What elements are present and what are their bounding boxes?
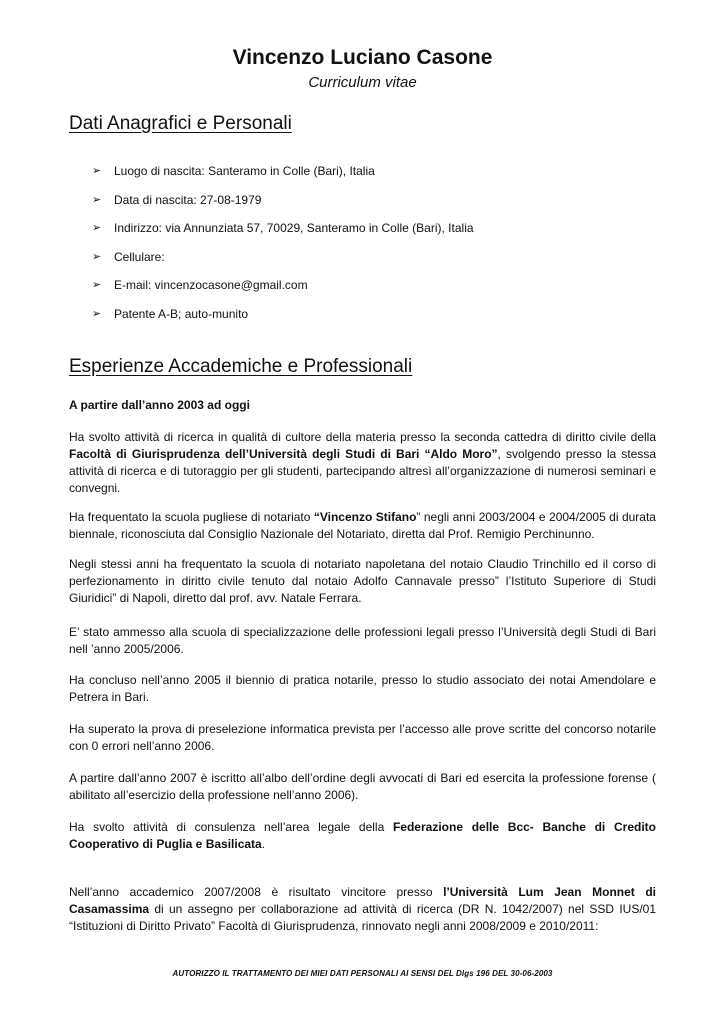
text-run-bold: l’Università Lum Jean Monnet di Casamassima xyxy=(69,885,656,916)
list-item xyxy=(92,249,474,278)
experience-paragraph: Ha superato la prova di preselezione informatica prevista per l’accesso alle prove scritte del concorso notarile con 0 errori nell’anno 2006. xyxy=(69,722,656,753)
experience-paragraph: E’ stato ammesso alla scuola di specializzazione delle professioni legali presso l’Università degli Studi di Bari nell ’anno 2005/2006. xyxy=(69,625,656,656)
arrow-bullet-icon: ➢ xyxy=(92,193,102,206)
experience-paragraph xyxy=(69,429,656,497)
list-item xyxy=(92,277,474,306)
address: Indirizzo: via Annunziata 57, 70029, Santeramo in Colle (Bari), Italia xyxy=(114,221,474,236)
experience-paragraph xyxy=(69,884,656,935)
arrow-bullet-icon: ➢ xyxy=(92,250,102,263)
email: E-mail: vincenzocasone@gmail.com xyxy=(114,278,308,293)
experience-paragraph: Ha concluso nell’anno 2005 il biennio di pratica notarile, presso lo studio associato dei notai Amendolare e Petrera in Bari. xyxy=(69,673,656,704)
experience-paragraph: A partire dall’anno 2007 è iscritto all’albo dell’ordine degli avvocati di Bari ed esercita la professione forense ( abilitato all’esercizio della professione nell’anno 2006). xyxy=(69,771,656,802)
experience-period: A partire dall’anno 2003 ad oggi xyxy=(69,398,250,412)
experience-paragraph: Negli stessi anni ha frequentato la scuola di notariato napoletana del notaio Claudio Trinchillo ed il corso di perfezionamento in diritto civile tenuto dal notaio Adolfo Cannavale presso” l’Istituto Superiore di Studi Giuridici” di Napoli, diretto dal prof. avv. Natale Ferrara. xyxy=(69,557,656,605)
text-run-bold: Federazione delle Bcc- Banche di Credito Cooperativo di Puglia e Basilicata xyxy=(69,820,656,851)
arrow-bullet-icon: ➢ xyxy=(92,279,102,292)
text-run-bold: “Vincenzo Stifano xyxy=(313,510,417,524)
privacy-footer: AUTORIZZO IL TRATTAMENTO DEI MIEI DATI PERSONALI AI SENSI DEL Dlgs 196 DEL 30-06-2003 xyxy=(172,969,553,978)
cv-subtitle: Curriculum vitae xyxy=(308,74,417,91)
mobile: Cellulare: xyxy=(114,249,165,264)
text-run: . xyxy=(261,837,266,851)
arrow-bullet-icon: ➢ xyxy=(92,222,102,235)
cv-name: Vincenzo Luciano Casone xyxy=(232,46,493,69)
driving-license: Patente A-B; auto-munito xyxy=(114,306,249,321)
personal-heading: Dati Anagrafici e Personali xyxy=(69,113,292,134)
list-item xyxy=(92,163,474,192)
text-run: Ha frequentato la scuola pugliese di notariato xyxy=(69,510,314,524)
list-item xyxy=(92,306,474,335)
text-run: ” negli anni 2003/2004 e 2004/2005 di durata biennale, riconosciuta dal Consiglio Nazionale del Notariato, diretta dal Prof. Remigio Perchinunno. xyxy=(69,510,656,541)
list-item xyxy=(92,220,474,249)
experience-heading: Esperienze Accademiche e Professionali xyxy=(69,356,413,377)
list-item xyxy=(92,192,474,221)
arrow-bullet-icon: ➢ xyxy=(92,165,102,177)
personal-list xyxy=(92,163,474,335)
text-run: di un assegno per collaborazione ad attività di ricerca (DR N. 1042/2007) nel SSD IUS/01 “Istituzioni di Diritto Privato” Facoltà di Giurisprudenza, rinnovato negli anni 2008/2009 e 2010/2011: xyxy=(69,902,656,933)
text-run: , svolgendo presso la stessa attività di ricerca e di tutoraggio per gli studenti, partecipando altresì all’organizzazione di numerosi seminari e convegni. xyxy=(69,447,656,495)
experience-paragraph xyxy=(69,819,656,853)
text-run: Ha svolto attività di consulenza nell’area legale della xyxy=(69,820,393,834)
text-run: Ha svolto attività di ricerca in qualità di cultore della materia presso la seconda cattedra di diritto civile della xyxy=(69,430,656,444)
birthdate: Data di nascita: 27-08-1979 xyxy=(114,192,262,207)
birthplace: Luogo di nascita: Santeramo in Colle (Bari), Italia xyxy=(114,164,375,178)
text-run: Nell’anno accademico 2007/2008 è risultato vincitore presso xyxy=(69,885,444,899)
text-run-bold: Facoltà di Giurisprudenza dell’Università degli Studi di Bari “Aldo Moro” xyxy=(69,447,498,461)
experience-paragraph xyxy=(69,509,656,543)
arrow-bullet-icon: ➢ xyxy=(92,307,102,320)
